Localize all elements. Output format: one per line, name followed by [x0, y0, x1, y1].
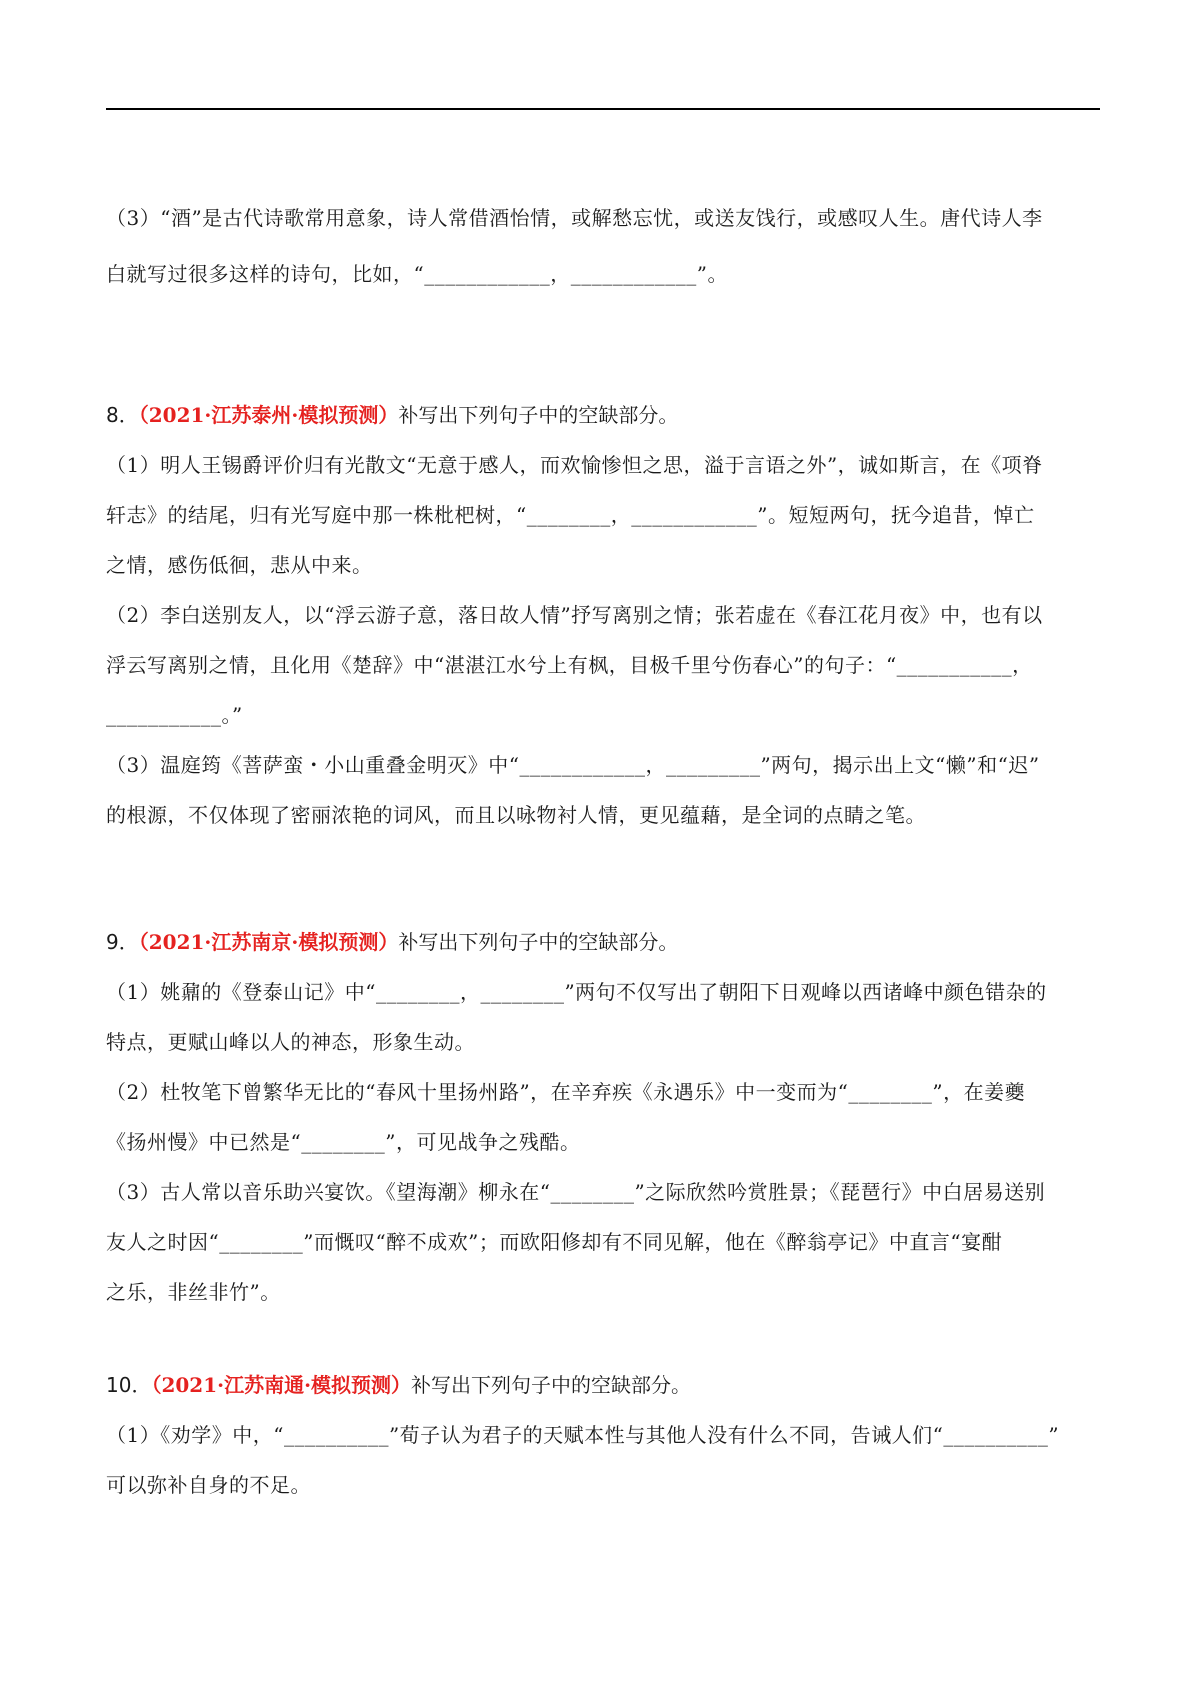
text-line: 可以弥补自身的不足。	[106, 1473, 311, 1497]
text-line: ___________。”	[106, 703, 243, 727]
text-line: （1）明人王锡爵评价归有光散文“无意于感人，而欢愉惨怛之思，溢于言语之外”，诚如斯言，在《项脊	[106, 453, 1043, 477]
text-line: （1）《劝学》中，“__________”荀子认为君子的天赋本性与其他人没有什么不同，告诫人们“__________”	[106, 1423, 1060, 1447]
question-header	[106, 395, 1100, 435]
text-line: 特点，更赋山峰以人的神态，形象生动。	[106, 1030, 475, 1054]
question-number: 10．	[106, 1373, 152, 1397]
question-source: （2021·江苏南京·模拟预测）	[138, 930, 399, 954]
question-instruction: 补写出下列句子中的空缺部分。	[398, 403, 679, 427]
header-rule	[106, 108, 1100, 110]
text-line: （2）杜牧笔下曾繁华无比的“春风十里扬州路”，在辛弃疾《永遇乐》中一变而为“________”，在姜夔	[106, 1080, 1026, 1104]
text-line: 轩志》的结尾，归有光写庭中那一株枇杷树，“________，____________”。短短两句，抚今追昔，悼亡	[106, 503, 1035, 527]
question-9	[106, 922, 1100, 1312]
text-line: （3）“酒”是古代诗歌常用意象，诗人常借酒怡情，或解愁忘忧，或送友饯行，或感叹人生。唐代诗人李	[106, 206, 1043, 230]
text-line: （1）姚鼐的《登泰山记》中“________，________”两句不仅写出了朝阳下日观峰以西诸峰中颜色错杂的	[106, 980, 1047, 1004]
question-10	[106, 1365, 1100, 1505]
question-8	[106, 395, 1100, 835]
question-source: （2021·江苏南通·模拟预测）	[151, 1373, 412, 1397]
text-line: 白就写过很多这样的诗句，比如，“____________，____________”。	[106, 262, 728, 286]
text-line: 的根源，不仅体现了密丽浓艳的词风，而且以咏物衬人情，更见蕴藉，是全词的点睛之笔。	[106, 803, 926, 827]
text-line: （3）温庭筠《菩萨蛮・小山重叠金明灭》中“____________，_________”两句，揭示出上文“懒”和“迟”	[106, 753, 1040, 777]
text-line: 之情，感伤低徊，悲从中来。	[106, 553, 373, 577]
text-line: 《扬州慢》中已然是“________”，可见战争之残酷。	[106, 1130, 581, 1154]
text-line: 友人之时因“________”而慨叹“醉不成欢”；而欧阳修却有不同见解，他在《醉翁亭记》中直言“宴酣	[106, 1230, 1003, 1254]
text-line: 之乐，非丝非竹”。	[106, 1280, 281, 1304]
question-source: （2021·江苏泰州·模拟预测）	[138, 403, 399, 427]
text-line: （3）古人常以音乐助兴宴饮。《望海潮》柳永在“________”之际欣然吟赏胜景；《琵琶行》中白居易送别	[106, 1180, 1046, 1204]
question-header	[106, 1365, 1100, 1405]
question-instruction: 补写出下列句子中的空缺部分。	[411, 1373, 692, 1397]
question-number: 8．	[106, 403, 139, 427]
question-header	[106, 922, 1100, 962]
question-7-part-3	[106, 198, 1100, 294]
question-number: 9．	[106, 930, 139, 954]
question-instruction: 补写出下列句子中的空缺部分。	[398, 930, 679, 954]
text-line: （2）李白送别友人，以“浮云游子意，落日故人情”抒写离别之情；张若虚在《春江花月夜》中，也有以	[106, 603, 1043, 627]
text-line: 浮云写离别之情，且化用《楚辞》中“湛湛江水兮上有枫，目极千里兮伤春心”的句子：“___________，	[106, 653, 1033, 677]
